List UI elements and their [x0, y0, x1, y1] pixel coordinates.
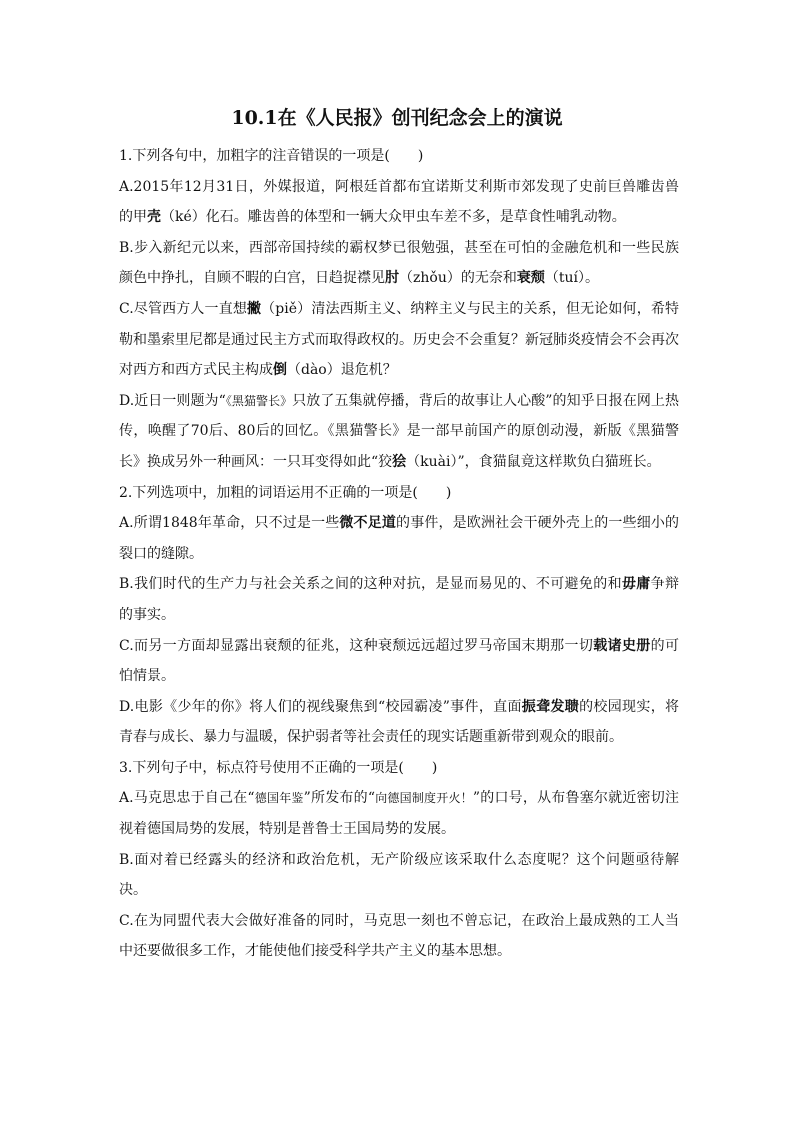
- option-text: C.而另一方面却显露出衰颓的征兆，这种衰颓远远超过罗马帝国末期那一切: [119, 637, 594, 654]
- option-text: ”所发布的“: [303, 790, 375, 807]
- option-text: 的事件，是欧洲社会干硬外壳上的一些细小的裂口的缝隙。: [119, 515, 680, 562]
- bold-word: 载诸史册: [593, 637, 651, 654]
- option-text: 的可怕情景。: [119, 637, 680, 685]
- option-text: A.马克思忠于自己在“: [119, 790, 255, 807]
- option-text: （zhǒu）的无奈和: [399, 270, 517, 287]
- bold-character: 撇: [247, 300, 262, 317]
- option-text: （piě）清法西斯主义、纳粹主义与民主的关系，但无论如何，希特勒和墨索里尼都是通过民主方式而取得政权的。历史会不会重复？新冠肺炎疫情会不会再次对西方和西方式民主构成: [119, 300, 680, 379]
- quoted-text: 德国年鉴: [254, 791, 304, 806]
- option-text: C.尽管西方人一直想: [119, 300, 247, 317]
- question-3-option-a: [119, 783, 679, 844]
- option-text: （tuí）。: [544, 270, 599, 287]
- question-3-option-c: C.在为同盟代表大会做好准备的同时，马克思一刻也不曾忘记，在政治上最成熟的工人当中还要做很多工作，才能使他们接受科学共产主义的基本思想。: [119, 912, 679, 960]
- question-3-stem: 3.下列句子中，标点符号使用不正确的一项是( ): [119, 759, 438, 776]
- quoted-text: 向德国制度开火！: [375, 791, 473, 806]
- option-text: ”的口号，从布鲁塞尔就近密切注视着德国局势的发展，特别是普鲁士王国局势的发展。: [119, 790, 679, 838]
- option-text: D.电影《少年的你》将人们的视线聚焦到“校园霸凌”事件，直面: [119, 698, 522, 715]
- option-text: B.我们时代的生产力与社会关系之间的这种对抗，是显而易见的、不可避免的和: [119, 576, 622, 593]
- option-text: A.所谓1848年革命，只不过是一些: [119, 515, 340, 532]
- question-3-option-b: B.面对着已经露头的经济和政治危机，无产阶级应该采取什么态度呢？这个问题亟待解决。: [119, 851, 679, 899]
- bold-character: 狯: [392, 453, 407, 470]
- option-text: （dào）退危机？: [287, 362, 397, 379]
- bold-word: 毋庸: [621, 576, 651, 593]
- quoted-title: 《黑猫警长》: [225, 393, 293, 408]
- option-text: A.2015年12月31日，外媒报道，阿根廷首都布宜诺斯艾利斯市郊发现了史前巨兽雕齿兽的甲: [119, 178, 679, 226]
- option-text: 只放了五集就停播，背后的故事让人心酸”的知乎日报在网上热传，唤醒了70后、80后的回忆。《黑猫警长》是一部早前国产的原创动漫，新版《黑猫警长》换成另外一种画风：一只耳变得如此“狡: [119, 392, 679, 470]
- bold-word: 微不足道: [339, 515, 397, 532]
- question-2-option-b: [119, 569, 679, 630]
- question-2-stem: 2.下列选项中，加粗的词语运用不正确的一项是( ): [119, 484, 452, 501]
- bold-character: 壳: [147, 209, 161, 226]
- option-text: B.步入新纪元以来，西部帝国持续的霸权梦已很勉强，甚至在可怕的金融危机和一些民族颜色中挣扎，自顾不暇的白宫，日趋捉襟见: [119, 239, 679, 287]
- option-text: D.近日一则题为“: [119, 392, 226, 409]
- bold-word: 衰颓: [516, 270, 545, 287]
- document-title: 10.1在《人民报》创刊纪念会上的演说: [231, 107, 563, 129]
- question-1-stem: 1.下列各句中，加粗字的注音错误的一项是( ): [119, 148, 424, 164]
- question-content: [119, 141, 679, 967]
- bold-word: 振聋发聩: [521, 698, 580, 715]
- question-2-option-d: [119, 692, 679, 753]
- option-text: 争辩的事实。: [119, 576, 680, 623]
- option-text: 的校园现实，将青春与成长、暴力与温暖，保护弱者等社会责任的现实话题重新带到观众的眼前。: [119, 698, 680, 746]
- bold-character: 倒: [273, 362, 287, 379]
- option-text: （ké）化石。雕齿兽的体型和一辆大众甲虫车差不多，是草食性哺乳动物。: [161, 209, 626, 226]
- question-1-option-d: [119, 386, 679, 478]
- question-1-option-c: [119, 294, 679, 386]
- question-1-option-b: [119, 233, 679, 294]
- option-text: （kuài）”，食猫鼠竟这样欺负白猫班长。: [406, 453, 661, 470]
- question-2-option-c: [119, 631, 679, 692]
- question-1-option-a: [119, 172, 679, 233]
- question-2-option-a: [119, 508, 679, 569]
- bold-character: 肘: [385, 270, 399, 287]
